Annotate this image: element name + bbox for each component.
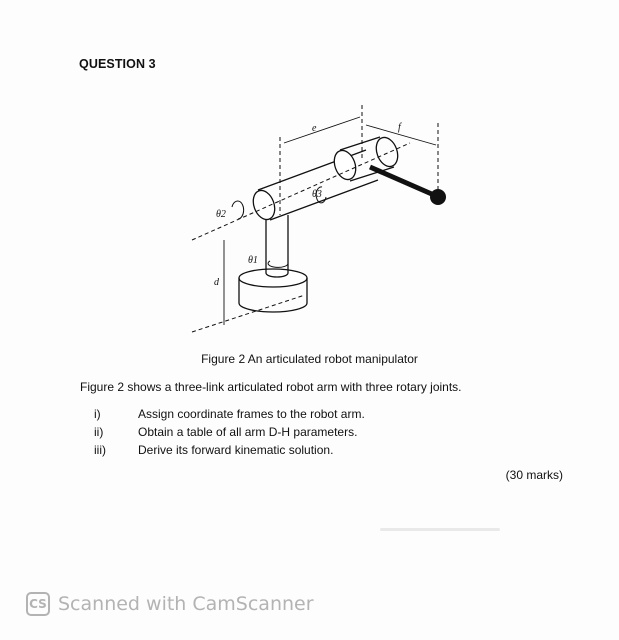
label-theta3: θ3 [312,189,322,200]
task-text: Obtain a table of all arm D-H parameters. [138,425,358,439]
task-item [94,423,365,441]
figure-caption: Figure 2 An articulated robot manipulator [201,352,418,366]
task-text: Assign coordinate frames to the robot arm. [138,407,365,421]
task-item [94,405,365,423]
task-number: iii) [94,443,106,457]
task-text: Derive its forward kinematic solution. [138,443,334,457]
task-number: ii) [94,425,104,439]
task-list [94,405,365,459]
watermark-text: Scanned with CamScanner [58,593,314,615]
intro-text: Figure 2 shows a three-link articulated robot arm with three rotary joints. [80,380,462,394]
label-theta1: θ1 [248,255,258,266]
end-effector-ball [430,189,446,205]
robot-arm-figure [180,95,470,345]
label-f: f [398,122,401,133]
marks-label: (30 marks) [505,468,563,482]
task-number: i) [94,407,101,421]
label-e: e [312,123,317,134]
end-effector-rod [370,167,434,195]
question-title: QUESTION 3 [79,57,156,71]
label-d: d [214,277,219,288]
label-theta2: θ2 [216,209,226,220]
camscanner-logo-icon: CS [26,592,50,616]
camscanner-watermark [26,592,314,616]
task-item [94,441,365,459]
scan-smudge [380,528,500,531]
